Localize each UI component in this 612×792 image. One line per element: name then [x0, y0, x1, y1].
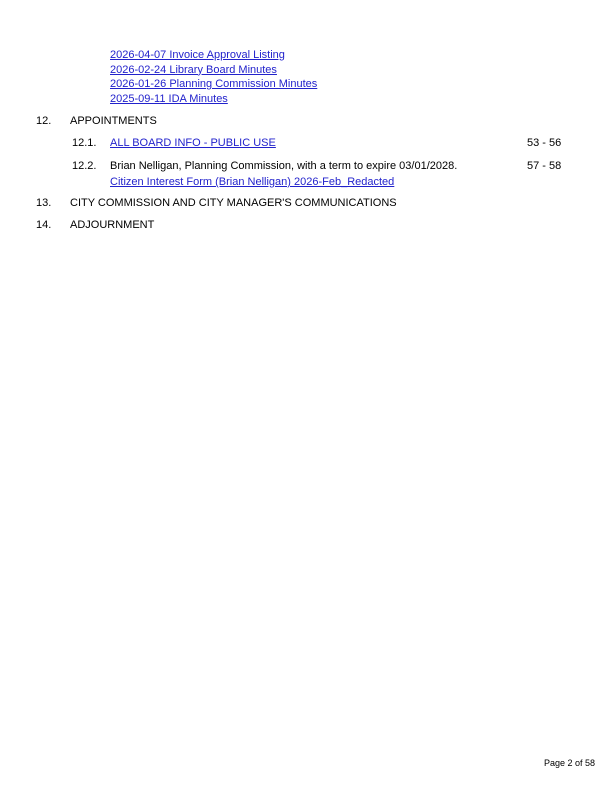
- attachment-link-citizen-interest-form[interactable]: Citizen Interest Form (Brian Nelligan) 2026-Feb_Redacted: [110, 176, 395, 188]
- page-number-footer: Page 2 of 58: [543, 758, 595, 768]
- attachment-link-library-board-minutes[interactable]: 2026-02-24 Library Board Minutes: [110, 63, 277, 76]
- section-12-heading: [36, 115, 157, 128]
- agenda-item-12-2: [72, 160, 457, 173]
- section-12-title: APPOINTMENTS: [70, 115, 157, 127]
- attachment-link-planning-commission-minutes[interactable]: 2026-01-26 Planning Commission Minutes: [110, 78, 318, 91]
- section-13-number: 13.: [36, 197, 52, 209]
- attachment-link-ida-minutes[interactable]: 2025-09-11 IDA Minutes: [110, 92, 228, 105]
- item-12-1-page-range: 53 - 56: [527, 137, 562, 149]
- item-12-2-page-range: 57 - 58: [527, 160, 562, 172]
- item-12-1-number: 12.1.: [72, 137, 97, 149]
- section-14-number: 14.: [36, 219, 52, 231]
- section-13-title: CITY COMMISSION AND CITY MANAGER'S COMMUNICATIONS: [70, 197, 397, 209]
- attachment-link-invoice-approval-listing[interactable]: 2026-04-07 Invoice Approval Listing: [110, 49, 285, 61]
- item-12-2-text: Brian Nelligan, Planning Commission, with a term to expire 03/01/2028.: [110, 160, 458, 172]
- section-14-heading: [36, 219, 154, 232]
- section-13-heading: [36, 197, 397, 210]
- section-12-number: 12.: [36, 115, 52, 127]
- item-12-2-attachment: [110, 176, 394, 189]
- attachment-link-list: [110, 48, 317, 106]
- agenda-item-12-1: [72, 137, 276, 150]
- section-14-title: ADJOURNMENT: [70, 219, 155, 231]
- item-12-2-number: 12.2.: [72, 160, 97, 172]
- item-12-1-link[interactable]: ALL BOARD INFO - PUBLIC USE: [110, 137, 276, 149]
